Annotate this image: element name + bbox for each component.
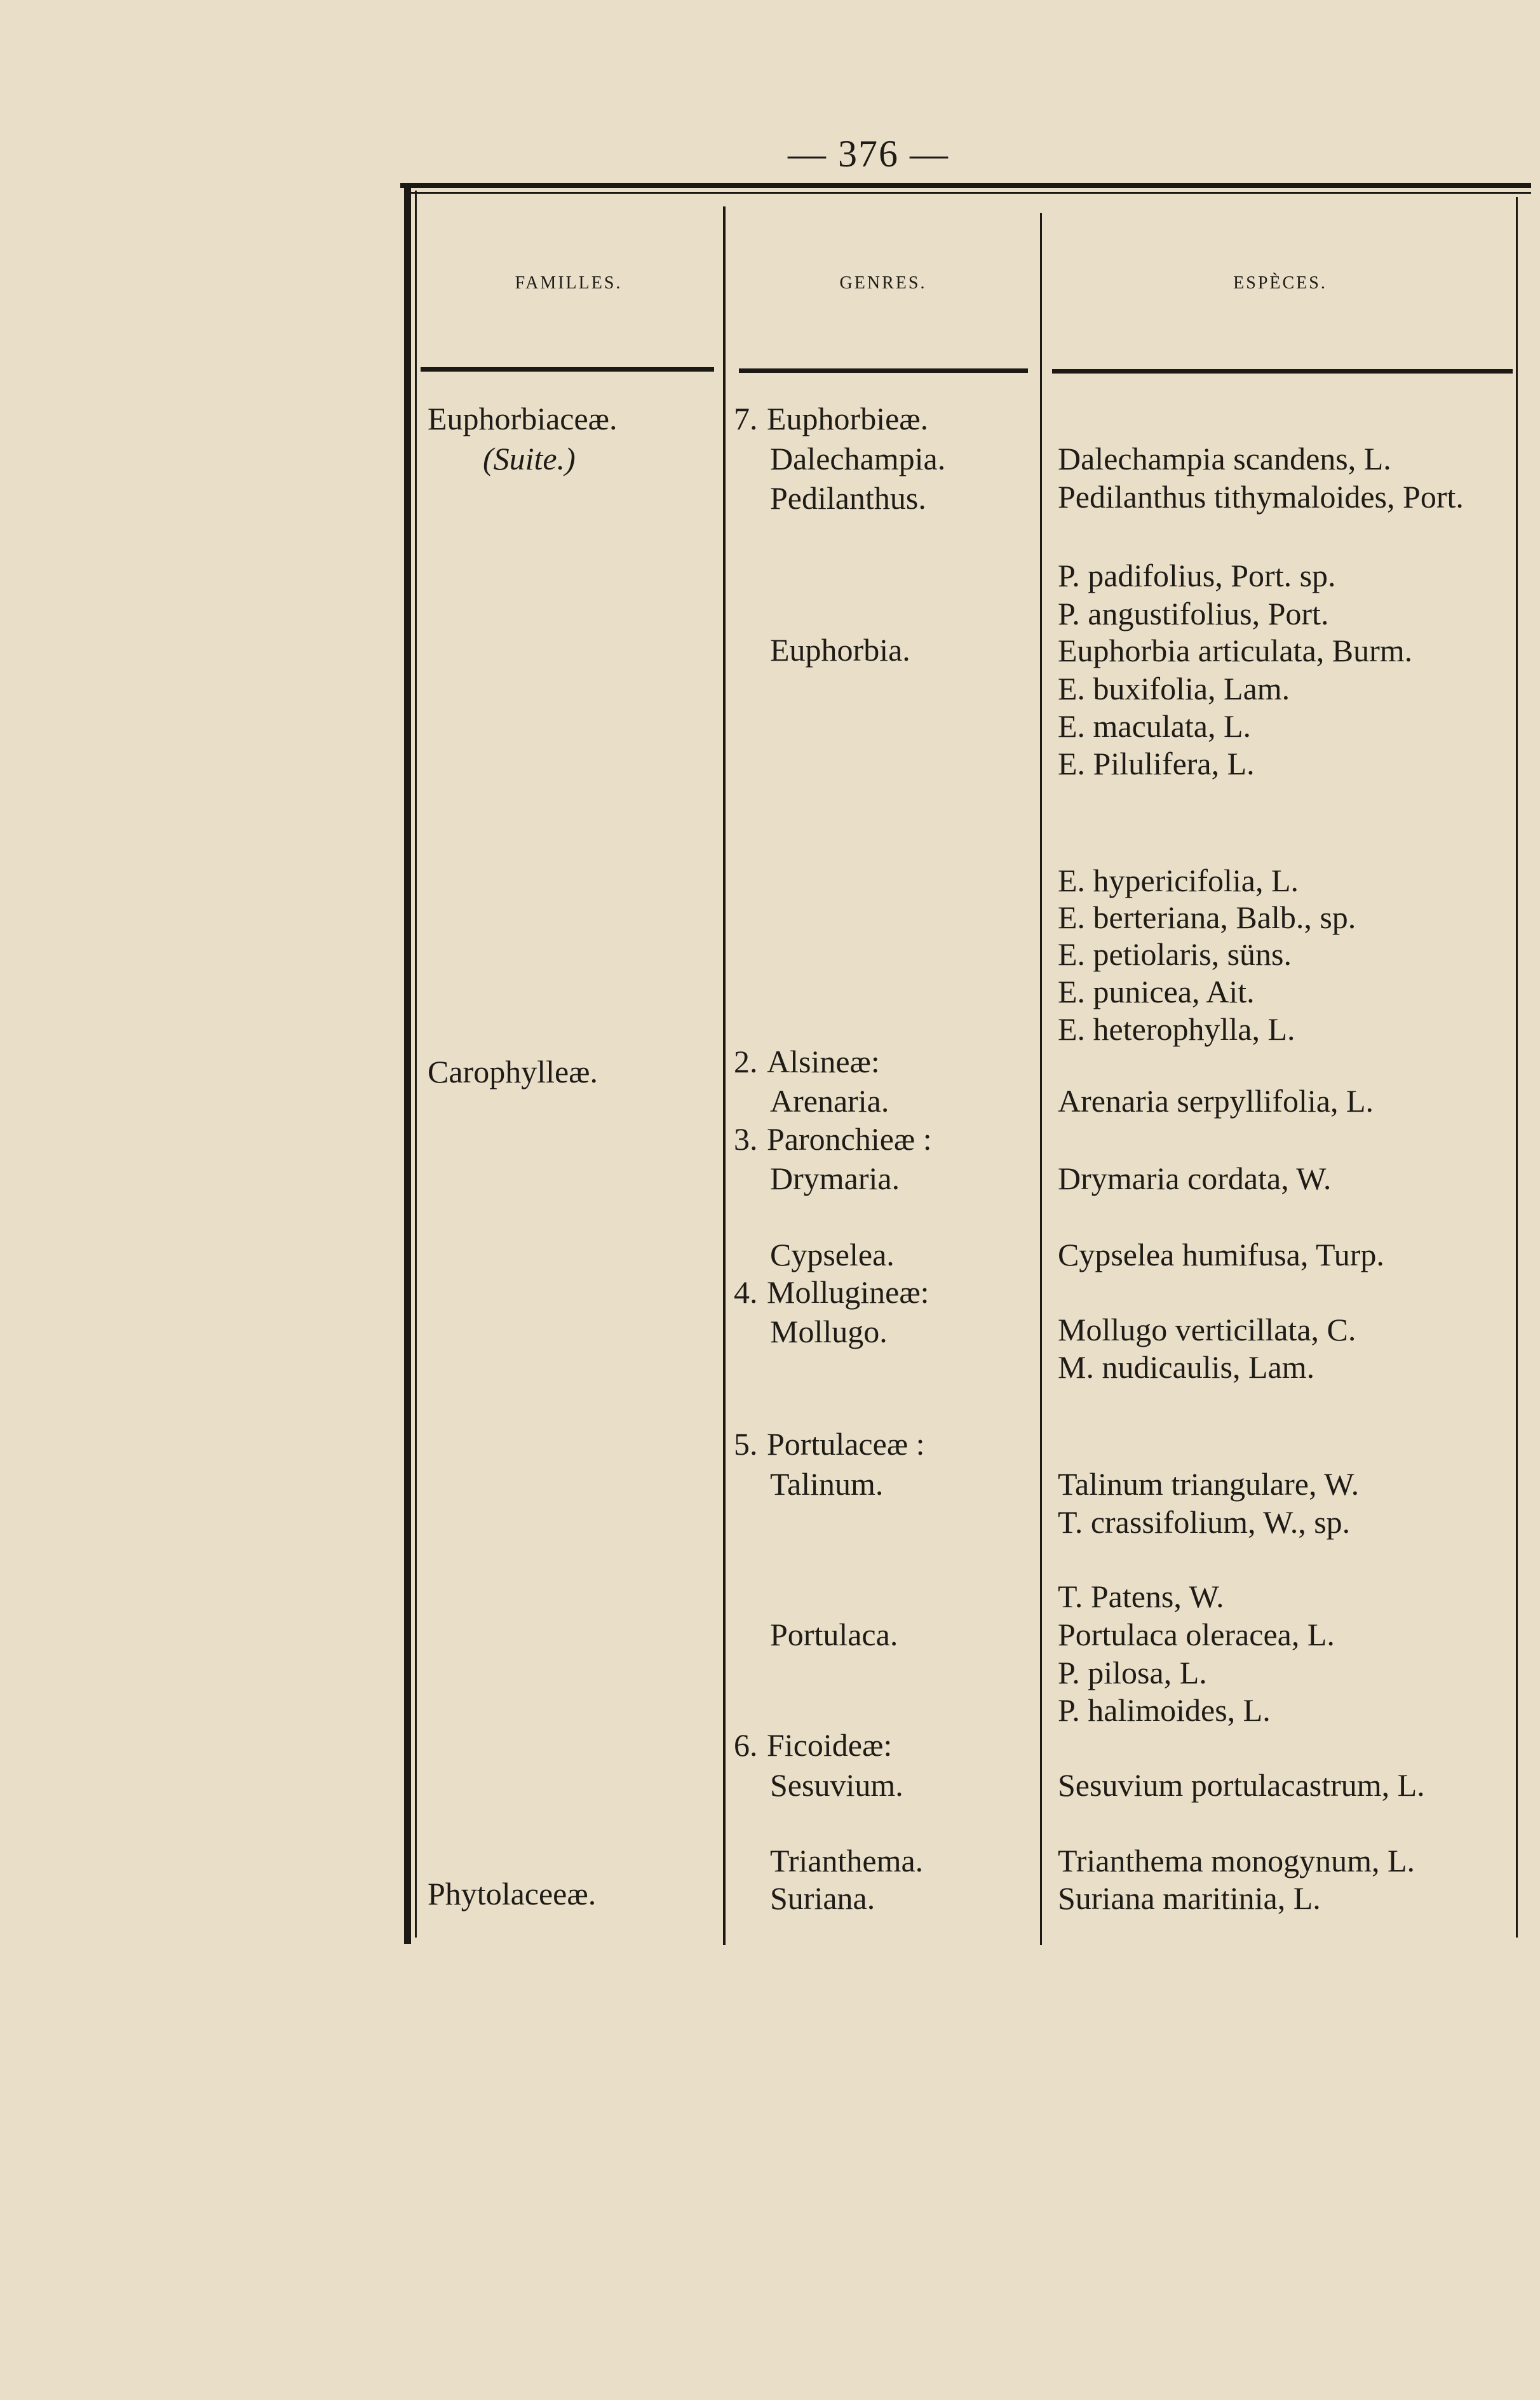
- genre-number: 2.: [734, 1044, 758, 1079]
- genre-entry: Euphorbia.: [770, 632, 910, 668]
- genre-entry: Talinum.: [770, 1466, 884, 1502]
- genre-entry: Trianthema.: [770, 1843, 924, 1878]
- espece-entry: M. nudicaulis, Lam.: [1058, 1349, 1315, 1385]
- genre-group: Alsineæ:: [767, 1044, 880, 1079]
- famille-entry: (Suite.): [483, 441, 576, 476]
- espece-entry: E. punicea, Ait.: [1058, 974, 1255, 1009]
- genre-number: 6.: [734, 1727, 758, 1763]
- espece-entry: Euphorbia articulata, Burm.: [1058, 633, 1413, 668]
- espece-entry: Arenaria serpyllifolia, L.: [1058, 1083, 1374, 1119]
- genre-group: Portulaceæ :: [767, 1426, 925, 1462]
- espece-entry: Portulaca oleracea, L.: [1058, 1617, 1335, 1652]
- espece-entry: P. angustifolius, Port.: [1058, 596, 1329, 631]
- espece-entry: T. Patens, W.: [1058, 1579, 1224, 1614]
- header-rule-especes: [1052, 369, 1513, 374]
- espece-entry: Pedilanthus tithymaloides, Port.: [1058, 479, 1464, 515]
- genre-entry: Drymaria.: [770, 1161, 900, 1196]
- header-genres: GENRES.: [839, 273, 927, 293]
- espece-entry: Suriana maritinia, L.: [1058, 1880, 1321, 1916]
- espece-entry: P. pilosa, L.: [1058, 1655, 1207, 1690]
- table-top-rule: [400, 183, 1531, 188]
- espece-entry: E. buxifolia, Lam.: [1058, 671, 1290, 706]
- genre-entry: Portulaca.: [770, 1617, 898, 1652]
- table-top-rule-thin: [407, 192, 1531, 194]
- table-right-border: [1516, 197, 1518, 1938]
- header-rule-familles: [421, 367, 714, 372]
- espece-entry: Mollugo verticillata, C.: [1058, 1312, 1356, 1347]
- espece-entry: Trianthema monogynum, L.: [1058, 1843, 1415, 1878]
- genre-entry: [734, 1273, 929, 1311]
- espece-entry: Sesuvium portulacastrum, L.: [1058, 1767, 1425, 1803]
- espece-entry: P. padifolius, Port. sp.: [1058, 558, 1336, 593]
- espece-entry: E. hypericifolia, L.: [1058, 863, 1299, 898]
- genre-group: Ficoideæ:: [767, 1727, 893, 1763]
- genre-entry: Pedilanthus.: [770, 480, 926, 516]
- page-number: — 376 —: [788, 133, 949, 175]
- genre-entry: [734, 1120, 932, 1158]
- genre-group: Paronchieæ :: [767, 1121, 932, 1157]
- header-familles: FAMILLES.: [515, 273, 623, 293]
- espece-entry: E. petiolaris, süns.: [1058, 936, 1292, 972]
- genre-entry: [734, 1425, 925, 1463]
- genre-entry: Mollugo.: [770, 1314, 888, 1349]
- espece-entry: E. berteriana, Balb., sp.: [1058, 900, 1356, 935]
- genre-group: Euphorbieæ.: [767, 401, 929, 436]
- table-left-border-thin: [415, 191, 417, 1938]
- genre-number: 7.: [734, 401, 758, 436]
- espece-entry: E. heterophylla, L.: [1058, 1011, 1295, 1047]
- genre-entry: Sesuvium.: [770, 1767, 903, 1803]
- famille-entry: Carophylleæ.: [428, 1054, 598, 1089]
- genre-number: 4.: [734, 1274, 758, 1310]
- espece-entry: Dalechampia scandens, L.: [1058, 441, 1391, 476]
- header-rule-genres: [739, 368, 1028, 373]
- espece-entry: Drymaria cordata, W.: [1058, 1161, 1332, 1196]
- genre-number: 3.: [734, 1121, 758, 1157]
- genre-entry: Cypselea.: [770, 1237, 895, 1272]
- genre-number: 5.: [734, 1426, 758, 1462]
- famille-entry: Euphorbiaceæ.: [428, 401, 618, 436]
- espece-entry: P. halimoides, L.: [1058, 1692, 1271, 1728]
- column-divider-especes: [1040, 213, 1042, 1945]
- espece-entry: Cypselea humifusa, Turp.: [1058, 1237, 1384, 1272]
- column-divider-genres: [723, 206, 726, 1945]
- espece-entry: Talinum triangulare, W.: [1058, 1466, 1360, 1502]
- genre-entry: [734, 1726, 892, 1764]
- genre-entry: [734, 1042, 880, 1081]
- table-left-border: [404, 184, 411, 1944]
- header-especes: ESPÈCES.: [1233, 273, 1327, 293]
- espece-entry: E. maculata, L.: [1058, 708, 1252, 744]
- espece-entry: E. Pilulifera, L.: [1058, 746, 1255, 781]
- espece-entry: T. crassifolium, W., sp.: [1058, 1504, 1351, 1540]
- genre-entry: Arenaria.: [770, 1083, 889, 1119]
- genre-entry: Suriana.: [770, 1880, 875, 1916]
- genre-group: Mollugineæ:: [767, 1274, 929, 1310]
- genre-entry: [734, 400, 928, 438]
- genre-entry: Dalechampia.: [770, 441, 946, 476]
- famille-entry: Phytolaceeæ.: [428, 1876, 597, 1911]
